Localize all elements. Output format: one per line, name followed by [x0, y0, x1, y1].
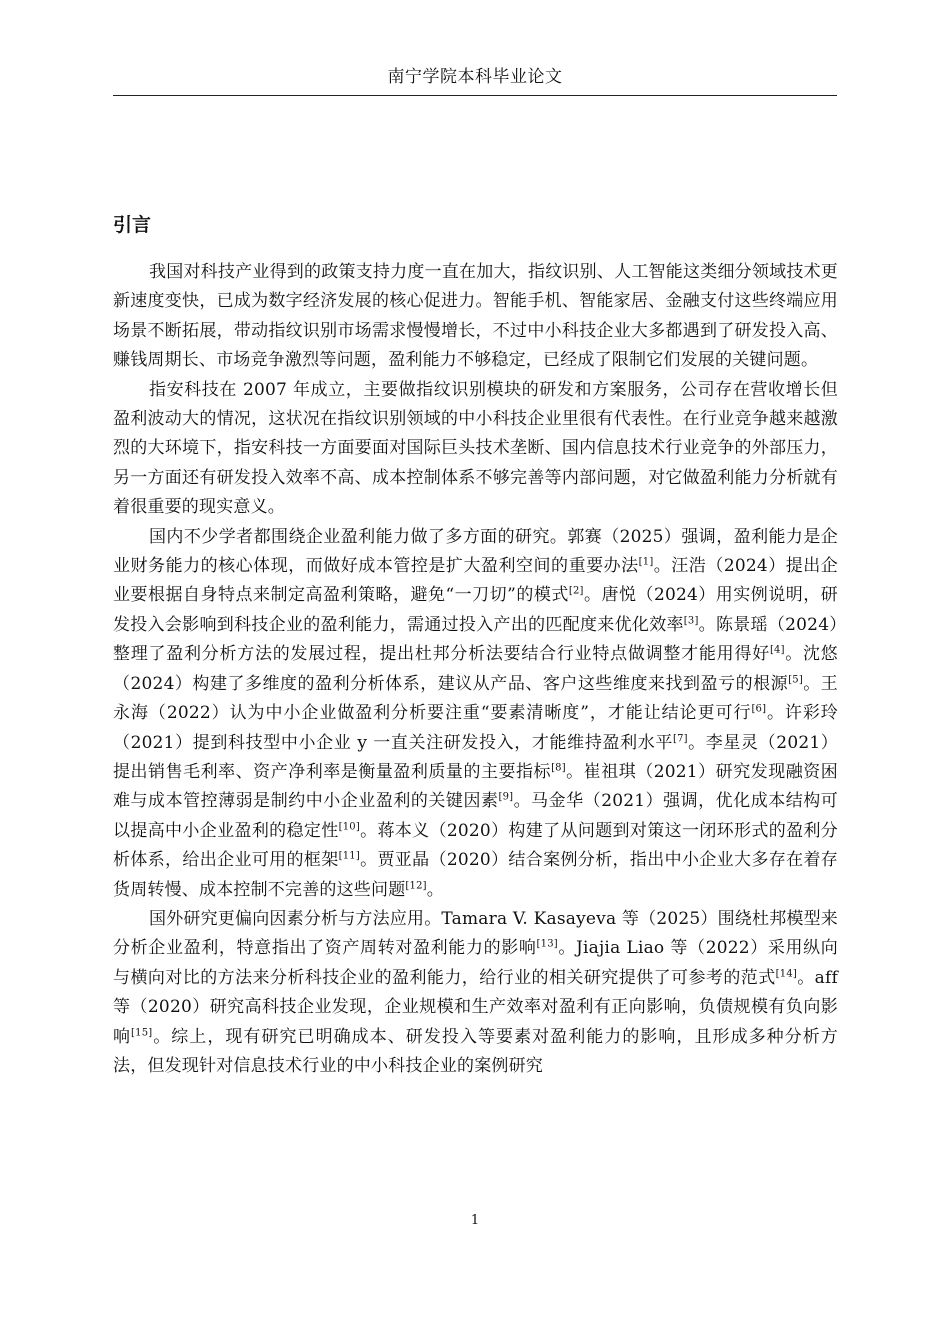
text-segment: 。沈悠（2024）构建了多维度的盈利分析体系，建议从产品、客户这些维度来找到盈亏的根源 [113, 644, 838, 694]
text-segment: 。唐悦（2024）用实例说明，研发投入会影响到科技企业的盈利能力，需通过投入产出的匹配度来优化效率 [113, 585, 838, 635]
citation-marker: [5] [788, 674, 803, 686]
text-segment: 。王永海（2022）认为中小企业做盈利分析要注重“要素清晰度”，才能让结论更可行 [113, 673, 838, 724]
paragraph [113, 523, 838, 905]
text-segment: 。李星灵（2021）提出销售毛利率、资产净利率是衡量盈利质量的主要指标 [113, 732, 838, 782]
text-segment: 。Jiajia Liao 等（2022）采用纵向与横向对比的方法来分析科技企业的盈利能力，给行业的相关研究提供了可参考的范式 [113, 938, 838, 988]
text-segment: 。aff 等（2020）研究高科技企业发现，企业规模和生产效率对盈利有正向影响，负债规模有负向影响 [113, 967, 838, 1047]
body-text [113, 258, 838, 1081]
text-segment: 。崔祖琪（2021）研究发现融资困难与成本管控薄弱是制约中小企业盈利的关键因素 [113, 761, 839, 812]
text-segment: 指安科技在 2007 年成立，主要做指纹识别模块的研发和方案服务，公司存在营收增长但盈利波动大的情况，这状况在指纹识别领域的中小科技企业里很有代表性。在行业竞争越来越激烈的大环境下，指安科技一方面要面对国际巨头技术垄断、国内信息技术行业竞争的外部压力，另一方面还有研发投入效率不高、成本控制体系不够完善等内部问题，对它做盈利能力分析就有着很重要的现实意义。 [113, 379, 838, 518]
text-segment: 。 [426, 879, 444, 900]
page-header: 南宁学院本科毕业论文 [387, 67, 563, 87]
section-heading: 引言 [113, 214, 152, 236]
citation-marker: [9] [498, 791, 514, 803]
text-segment: 。汪浩（2024）提出企业要根据自身特点来制定高盈利策略，避免“一刀切”的模式 [113, 556, 838, 606]
citation-marker: [10] [338, 821, 360, 833]
text-segment: 。综上，现有研究已明确成本、研发投入等要素对盈利能力的影响，且形成多种分析方法，但发现针对信息技术行业的中小科技企业的案例研究 [113, 1026, 838, 1076]
text-segment: 。马金华（2021）强调，优化成本结构可以提高中小企业盈利的稳定性 [113, 791, 839, 841]
text-segment: 。许彩玲（2021）提到科技型中小企业 y 一直关注研发投入，才能维持盈利水平 [113, 703, 838, 753]
paragraph [113, 258, 838, 376]
text-segment: 我国对科技产业得到的政策支持力度一直在加大，指纹识别、人工智能这类细分领域技术更新速度变快，已成为数字经济发展的核心促进力。智能手机、智能家居、金融支付这些终端应用场景不断拓展，带动指纹识别市场需求慢慢增长，不过中小科技企业大多都遇到了研发投入高、赚钱周期长、市场竞争激烈等问题，盈利能力不够稳定，已经成了限制它们发展的关键问题。 [113, 262, 838, 371]
text-segment: 。陈景瑶（2024）整理了盈利分析方法的发展过程，提出杜邦分析法要结合行业特点做调整才能用得好 [113, 614, 839, 665]
paragraph [113, 376, 838, 523]
citation-marker: [11] [338, 850, 360, 862]
citation-marker: [13] [536, 938, 558, 950]
citation-marker: [8] [551, 762, 566, 774]
citation-marker: [15] [131, 1026, 153, 1038]
text-segment: 国外研究更偏向因素分析与方法应用。Tamara V. Kasayeva 等（2025）围绕杜邦模型来分析企业盈利，特意指出了资产周转对盈利能力的影响 [113, 908, 838, 959]
page-number: 1 [470, 1213, 480, 1228]
citation-marker: [6] [751, 703, 767, 715]
header-rule [113, 95, 837, 96]
paragraph [113, 905, 838, 1081]
text-segment: 国内不少学者都围绕企业盈利能力做了多方面的研究。郭赛（2025）强调，盈利能力是企业财务能力的核心体现，而做好成本管控是扩大盈利空间的重要办法 [113, 526, 838, 577]
text-segment: 。贾亚晶（2020）结合案例分析，指出中小企业大多存在着存货周转慢、成本控制不完善的这些问题 [113, 850, 839, 900]
citation-marker: [4] [769, 644, 785, 656]
citation-marker: [3] [683, 615, 699, 627]
citation-marker: [12] [405, 879, 427, 891]
citation-marker: [7] [672, 732, 688, 744]
citation-marker: [2] [568, 585, 584, 597]
citation-marker: [14] [775, 968, 797, 980]
citation-marker: [1] [638, 556, 654, 568]
text-segment: 。蒋本义（2020）构建了从问题到对策这一闭环形式的盈利分析体系，给出企业可用的框架 [113, 820, 839, 871]
